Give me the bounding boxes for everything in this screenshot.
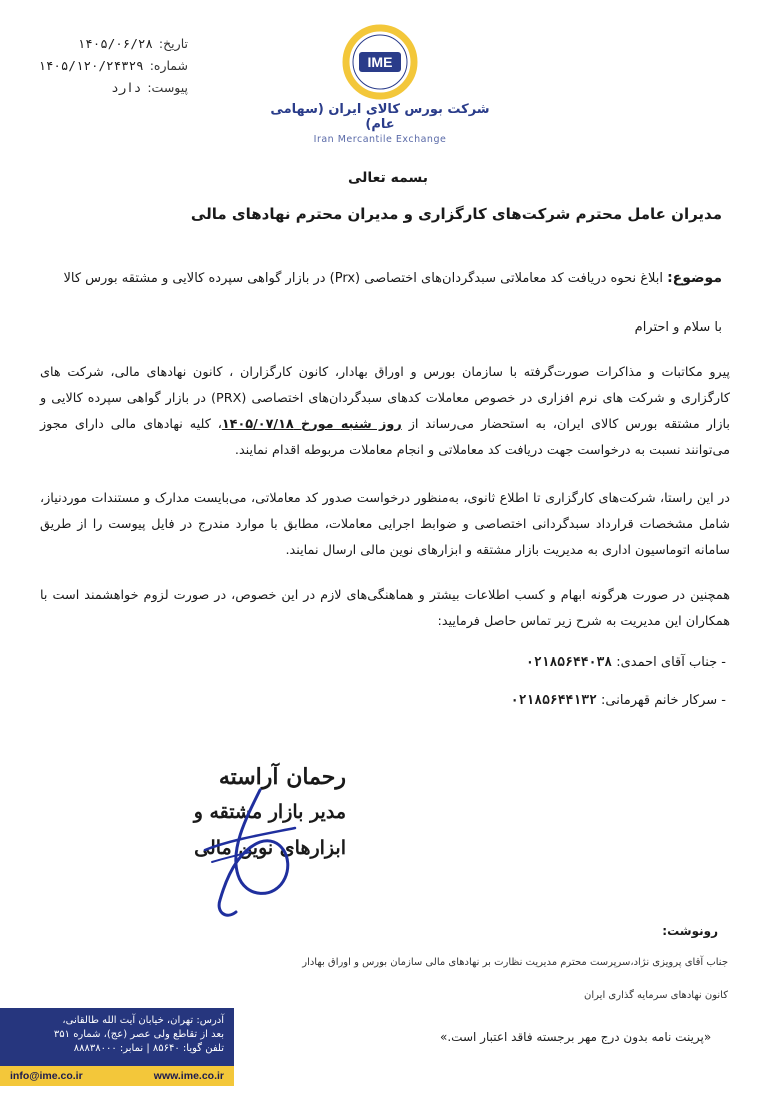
logo-mark: IME — [367, 54, 393, 70]
contact-name: - جناب آقای احمدی: — [616, 655, 726, 670]
paragraph-2: در این راستا، شرکت‌های کارگزاری تا اطلاع ثانوی، به‌منظور درخواست صدور کد معاملاتی، می‌بایست مدارک و مستندات موردنیاز، شامل مشخصات قرارداد سبدگردانی اختصاصی و ضوابط اجرایی معاملات، مطابق با موارد مندرج در فایل پیوست را از طریق سامانه اتوماسیون اداری به مدیریت بازار مشتقه و ابزارهای نوین مالی ارسال نمایند. — [40, 491, 730, 558]
cc-line: جناب آقای پرویزی نژاد،سرپرست محترم مدیریت نظارت بر نهادهای مالی سازمان بورس و اوراق بهادار — [302, 957, 728, 968]
footer-address — [0, 1008, 234, 1066]
paragraph-1 — [40, 360, 730, 464]
number-value: ۱۴۰۵/۱۲۰/۲۴۳۲۹ — [38, 58, 144, 73]
meta-date — [18, 34, 188, 54]
meta-attachment — [18, 78, 188, 98]
logo-name-fa: شرکت بورس کالای ایران (سهامی عام) — [270, 102, 490, 132]
address-line1: آدرس: تهران، خیابان آیت الله طالقانی، — [62, 1015, 224, 1026]
attachment-value: دارد — [111, 80, 142, 95]
logo-caption — [270, 102, 490, 145]
phone-line: تلفن گویا: ۸۵۶۴۰ | نمابر: ۸۸۸۳۸۰۰۰ — [73, 1043, 224, 1054]
footer-links — [0, 1066, 234, 1086]
contact-ahmadi — [526, 655, 726, 670]
email-link[interactable]: info@ime.co.ir — [10, 1070, 83, 1082]
website-link[interactable]: www.ime.co.ir — [153, 1070, 224, 1082]
addressee: مدیران عامل محترم شرکت‌های کارگزاری و مدیران محترم نهادهای مالی — [190, 205, 722, 223]
signatory-title-line2: ابزارهای نوین مالی — [194, 837, 346, 859]
paragraph-1-highlight: روز شنبه مورخ ۱۴۰۵/۰۷/۱۸ — [221, 417, 402, 432]
address-line2: بعد از تقاطع ولی عصر (عج)، شماره ۳۵۱ — [53, 1029, 224, 1040]
greeting: با سلام و احترام — [634, 320, 722, 335]
number-label: شماره: — [149, 58, 188, 73]
contact-phone: ۰۲۱۸۵۶۴۴۰۳۸ — [526, 655, 613, 670]
date-value: ۱۴۰۵/۰۶/۲۸ — [77, 36, 153, 51]
meta-number — [18, 56, 188, 76]
cc-line: کانون نهادهای سرمایه گذاری ایران — [584, 990, 728, 1001]
date-label: تاریخ: — [158, 36, 188, 51]
validity-note: «پرینت نامه بدون درج مهر برجسته فاقد اعتبار است.» — [440, 1030, 712, 1044]
paragraph-1-part1: پیرو مکاتبات و مذاکرات صورت‌گرفته با سازمان بورس و اوراق بهادار، کانون کارگزاران ، کانون نهادهای مالی، شرکت های کارگزاری و شرکت های نرم افزاری در خصوص معاملات کدهای سبدگردان‌های اختصاصی (PRX) در بازار گواهی سپرده کالایی و بازار مشتقه بورس کالای ایران، به استحضار می‌رساند از — [40, 365, 730, 432]
signatory-name: رحمان آراسته — [218, 764, 346, 790]
subject-label: موضوع: — [667, 270, 722, 286]
subject — [42, 270, 722, 286]
logo-name-en: Iran Mercantile Exchange — [313, 134, 447, 145]
attachment-label: پیوست: — [147, 80, 188, 95]
handwritten-signature — [190, 780, 310, 930]
cc-title: رونوشت: — [662, 924, 718, 938]
subject-text: ابلاغ نحوه دریافت کد معاملاتی سبدگردان‌های اختصاصی (Prx) در بازار گواهی سپرده کالایی و مشتقه بورس کالا — [63, 271, 663, 286]
contact-name: - سرکار خانم قهرمانی: — [601, 693, 726, 708]
paragraph-3: همچنین در صورت هرگونه ابهام و کسب اطلاعات بیشتر و هماهنگی‌های لازم در این خصوص، در صورت لزوم خواهشمند است با همکاران این مدیریت به شرح زیر تماس حاصل فرمایید: — [40, 588, 730, 629]
ime-logo — [340, 22, 420, 102]
basmala: بسمه تعالی — [347, 170, 429, 186]
contact-phone: ۰۲۱۸۵۶۴۴۱۳۲ — [510, 693, 597, 708]
paragraph-1-part2: ، کلیه نهادهای مالی دارای مجوز می‌توانند نسبت به درخواست جهت دریافت کد معاملاتی و انجام معاملات مربوطه اقدام نمایند. — [40, 417, 730, 458]
signatory-title-line1: مدیر بازار مشتقه و — [193, 801, 346, 823]
contact-ghahremani — [511, 693, 726, 708]
